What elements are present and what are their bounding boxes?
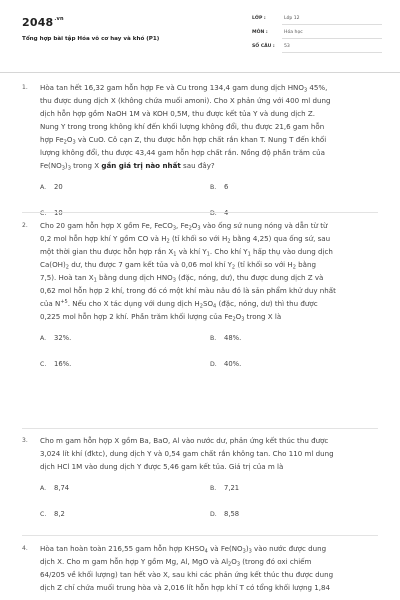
meta-grade-label: LỚP : <box>252 16 266 21</box>
answer-option-b[interactable] <box>210 334 241 342</box>
brand-logo[interactable] <box>22 16 64 29</box>
answer-option-d[interactable] <box>210 510 239 518</box>
answer-option-text: 7,21 <box>224 484 240 492</box>
answer-option-c[interactable] <box>40 209 63 217</box>
answer-option-b[interactable] <box>210 484 239 492</box>
answer-option-a[interactable] <box>40 183 63 191</box>
question-text-line: Hòa tan hoàn toàn 216,55 gam hỗn hợp $KHSO_4$ và $Fe(NO_3)_3$ vào nước được dung <box>40 544 327 555</box>
question-text-line: của $N^{+5}$. Nếu cho X tác dụng với dung dịch $H_2SO_4$ (đặc, nóng, dư) thì thu được <box>40 299 318 310</box>
question-text-line: Cho 20 gam hỗn hợp X gồm Fe, FeCO$_3$, $Fe_2O_3$ vào ống sứ nung nóng và dẫn từ từ <box>40 221 328 232</box>
question-number: 4. <box>22 545 28 552</box>
question-divider <box>22 428 378 429</box>
question-text-line: Cho m gam hỗn hợp X gồm Ba, BaO, Al vào nước dư, phản ứng kết thúc thu được <box>40 436 329 445</box>
question-text <box>40 542 382 594</box>
answer-option-text: 8,74 <box>54 484 70 492</box>
meta-count-label: SỐ CÂU : <box>252 44 275 49</box>
meta-subject-label: MÔN : <box>252 30 268 35</box>
question-text-line: 0,225 mol hỗn hợp 2 khí. Phần trăm khối lượng của $Fe_2O_3$ trong X là <box>40 312 282 323</box>
question-text <box>40 434 382 473</box>
question-text <box>40 81 382 172</box>
answer-option-label: D. <box>210 210 217 217</box>
brand-name: 2048 <box>22 16 54 29</box>
question-text-line: thu được dung dịch X (không chứa muối amoni). Cho X phản ứng với 400 ml dung <box>40 96 331 105</box>
answer-option-text: 16%. <box>54 360 72 368</box>
answer-option-label: A. <box>40 485 47 492</box>
answer-option-text: 4 <box>224 209 229 217</box>
answer-option-c[interactable] <box>40 360 71 368</box>
meta-subject-value: Hóa học <box>284 30 303 35</box>
question-divider <box>22 535 378 536</box>
answer-option-d[interactable] <box>210 360 241 368</box>
answer-option-text: 40%. <box>224 360 242 368</box>
answer-option-label: C. <box>40 361 47 368</box>
question-text-line: 3,024 lít khí (đktc), dung dịch Y và 0,54 gam chất rắn không tan. Cho 110 ml dung <box>40 449 334 458</box>
page-header <box>0 0 400 73</box>
answer-option-label: C. <box>40 511 47 518</box>
question-text-line: dịch HCl 1M vào dung dịch Y được 5,46 gam kết tủa. Giá trị của m là <box>40 462 284 471</box>
answer-option-text: 6 <box>224 183 229 191</box>
answer-option-label: A. <box>40 335 47 342</box>
question-text-line: 0,62 mol hỗn hợp 2 khí, trong đó có một khí màu nâu đỏ là sản phẩm khử duy nhất <box>40 286 336 295</box>
question-text-line: 64/205 về khối lượng) tan hết vào X, sau khi các phản ứng kết thúc thu được dung <box>40 570 334 579</box>
question-text-line: 0,2 mol hỗn hợp khí Y gồm CO và $H_2$ (tỉ khối so với $H_2$ bằng 4,25) qua ống sứ, sau <box>40 234 331 245</box>
question-number: 2. <box>22 222 28 229</box>
question-text-line: lượng không đổi, thu được 43,44 gam hỗn hợp chất rắn. Nồng độ phần trăm của <box>40 148 325 157</box>
answer-option-label: C. <box>40 210 47 217</box>
answer-option-label: A. <box>40 184 47 191</box>
answer-option-text: 10 <box>54 209 63 217</box>
question-text <box>40 219 382 323</box>
answer-option-text: 20 <box>54 183 63 191</box>
question-text-line: 7,5). Hoà $\tan X_1$ bằng dung dịch $HNO_3$ (đặc, nóng, dư), thu được dung dịch Z và <box>40 273 324 284</box>
question-text-line: dịch Z chỉ chứa muối trung hòa và 2,016 lít hỗn hợp khí T có tổng khối lượng 1,84 <box>40 583 331 592</box>
question-divider <box>22 212 378 213</box>
answer-option-c[interactable] <box>40 510 65 518</box>
question-text-line: dịch X. Cho m gam hỗn hợp Y gồm Mg, Al, MgO và $Al_2O_3$ (trong đó oxi chiếm <box>40 557 312 568</box>
meta-divider <box>282 52 382 53</box>
question-text-line: hợp $Fe_2O_3$ và CuO. Cô cạn Z, thu được hỗn hợp chất rắn khan T. Nung T đến khối <box>40 135 327 146</box>
answer-option-a[interactable] <box>40 334 71 342</box>
answer-option-text: 48%. <box>224 334 242 342</box>
question-number: 1. <box>22 84 28 91</box>
page-title: Tổng hợp bài tập Hóa vô cơ hay và khó (P1) <box>22 36 160 42</box>
question-text-line: $Fe(NO_3)_3$ trong X gần giá trị nào nhất sau đây? <box>40 161 215 172</box>
answer-option-b[interactable] <box>210 183 228 191</box>
question-text-line: dịch hỗn hợp gồm NaOH 1M và KOH 0,5M, thu được kết tủa Y và dung dịch Z. <box>40 109 315 118</box>
question-text-line: một thời gian thu được hỗn hợp rắn $X_1$ và khí $Y_1$. Cho khí $Y_1$ hấp thụ vào dung dịch <box>40 247 333 258</box>
answer-option-d[interactable] <box>210 209 228 217</box>
meta-count-value: 53 <box>284 44 290 49</box>
answer-option-label: D. <box>210 361 217 368</box>
brand-tld: .vn <box>54 16 64 22</box>
question-text-line: Nung Y trong trong không khí đến khối lượng không đổi, thu được 21,6 gam hỗn <box>40 122 325 131</box>
answer-option-label: D. <box>210 511 217 518</box>
answer-option-text: 32%. <box>54 334 72 342</box>
question-text-line: Hòa tan hết 16,32 gam hỗn hợp Fe và Cu trong 134,4 gam dung dịch $HNO_3$ 45%, <box>40 83 328 94</box>
answer-option-text: 8,2 <box>54 510 65 518</box>
answer-option-label: B. <box>210 335 217 342</box>
answer-option-label: B. <box>210 184 217 191</box>
meta-divider <box>282 38 382 39</box>
meta-divider <box>282 24 382 25</box>
answer-option-text: 8,58 <box>224 510 240 518</box>
question-number: 3. <box>22 437 28 444</box>
answer-option-a[interactable] <box>40 484 69 492</box>
question-text-line: $Ca(OH)_2$ dư, thu được 7 gam kết tủa và 0,06 mol khí $Y_2$ (tỉ khối so với $H_2$ bằng <box>40 260 316 271</box>
meta-grade-value: Lớp 12 <box>284 16 300 21</box>
answer-option-label: B. <box>210 485 217 492</box>
